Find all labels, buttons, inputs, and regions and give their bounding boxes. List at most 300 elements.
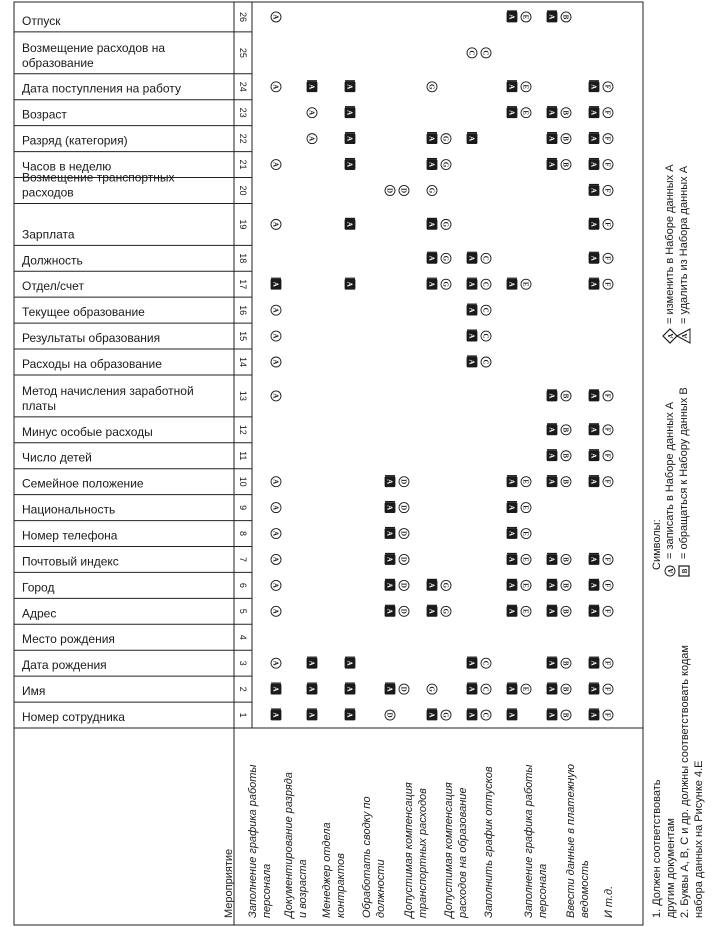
read-mark	[481, 279, 491, 289]
data-item-label: Семейное положение	[22, 476, 144, 491]
data-item-label: Число детей	[22, 450, 92, 465]
write-mark	[385, 683, 395, 694]
svg-text:F: F	[603, 222, 612, 227]
svg-text:A: A	[427, 582, 436, 588]
read-mark	[561, 477, 571, 487]
write-mark	[589, 184, 599, 195]
svg-text:G: G	[441, 712, 450, 718]
write-mark	[427, 133, 437, 144]
legend-letter: A	[667, 568, 675, 574]
read-mark	[399, 185, 409, 195]
write-mark	[427, 278, 437, 289]
write-mark	[547, 605, 557, 616]
read-mark	[481, 331, 491, 341]
svg-text:C: C	[481, 333, 490, 339]
read-mark	[561, 12, 571, 22]
data-item-number: 5	[238, 608, 248, 614]
read-mark	[271, 554, 281, 564]
read-mark	[603, 82, 613, 92]
read-mark	[603, 451, 613, 461]
svg-text:A: A	[547, 393, 556, 399]
legend-text: = изменить в Наборе данных А	[664, 164, 676, 324]
legend-text: = обращаться к Набору данных В	[678, 387, 690, 559]
legend-item	[663, 164, 677, 343]
data-item-label: Часов в неделю	[22, 159, 112, 174]
data-item-label: платы	[22, 398, 57, 413]
read-mark	[481, 658, 491, 668]
svg-text:F: F	[603, 427, 612, 432]
data-item-label: Текущее образование	[22, 305, 145, 320]
svg-text:G: G	[427, 84, 436, 90]
read-mark	[441, 279, 451, 289]
svg-text:A: A	[271, 221, 280, 227]
svg-text:A: A	[385, 556, 394, 562]
read-mark	[603, 710, 613, 720]
data-item-number: 6	[238, 582, 248, 588]
svg-text:D: D	[399, 686, 408, 692]
read-mark	[561, 451, 571, 461]
read-mark	[271, 305, 281, 315]
read-mark	[271, 658, 281, 668]
read-mark	[521, 108, 531, 118]
svg-text:E: E	[521, 608, 530, 614]
svg-text:A: A	[589, 427, 598, 433]
svg-text:A: A	[385, 531, 394, 537]
data-item-number: 20	[238, 185, 248, 196]
read-mark	[603, 391, 613, 401]
write-mark	[547, 579, 557, 590]
activity-label: ведомость	[579, 860, 591, 918]
data-item-label: Номер сотрудника	[22, 710, 125, 724]
svg-text:G: G	[441, 161, 450, 168]
data-item-label: Место рождения	[22, 632, 115, 647]
activity-label: Допустимая компенсация	[403, 782, 415, 918]
write-mark	[507, 709, 517, 720]
read-mark	[441, 606, 451, 616]
data-item-label: Возмещение расходов на	[22, 40, 166, 55]
svg-text:F: F	[603, 256, 612, 261]
svg-text:A: A	[589, 187, 598, 194]
svg-text:E: E	[521, 479, 530, 485]
svg-text:A: A	[507, 712, 516, 718]
svg-text:A: A	[589, 281, 598, 287]
activity-label: Допустимая компенсация	[443, 782, 455, 918]
write-mark	[307, 657, 317, 668]
write-mark	[547, 133, 557, 144]
activity-label: Заполнение графика работы	[523, 764, 535, 918]
read-mark	[481, 253, 491, 263]
data-item-number: 10	[238, 476, 248, 487]
write-mark	[345, 218, 355, 229]
write-mark	[547, 553, 557, 564]
read-mark	[521, 82, 531, 92]
write-mark	[271, 709, 281, 720]
svg-text:A: A	[467, 686, 476, 692]
write-mark	[467, 278, 477, 289]
svg-text:G: G	[427, 187, 436, 194]
svg-text:A: A	[547, 110, 556, 116]
read-mark	[271, 160, 281, 170]
svg-text:A: A	[307, 84, 316, 90]
read-mark	[307, 108, 317, 118]
activity-label: персонала	[261, 863, 273, 918]
write-mark	[467, 304, 477, 315]
svg-text:G: G	[441, 135, 450, 142]
svg-text:B: B	[561, 453, 570, 459]
svg-text:A: A	[507, 686, 516, 692]
svg-text:A: A	[271, 556, 280, 562]
legend-text: = записать в Наборе данных А	[664, 401, 676, 559]
svg-text:A: A	[307, 136, 316, 142]
svg-text:A: A	[427, 281, 436, 287]
svg-text:D: D	[399, 531, 408, 537]
read-mark	[441, 219, 451, 229]
svg-text:A: A	[271, 608, 280, 614]
write-mark	[589, 476, 599, 487]
write-mark	[589, 390, 599, 401]
svg-text:E: E	[521, 557, 530, 562]
data-item-number: 22	[238, 133, 248, 144]
svg-text:A: A	[589, 255, 598, 261]
write-mark	[345, 159, 355, 170]
read-mark	[385, 710, 395, 720]
data-item-label: Разряд (категория)	[22, 133, 128, 148]
read-mark	[561, 554, 571, 564]
svg-text:A: A	[467, 660, 476, 666]
svg-text:F: F	[603, 686, 612, 692]
write-mark	[589, 579, 599, 590]
svg-text:A: A	[345, 136, 354, 142]
svg-text:A: A	[271, 84, 280, 90]
svg-text:A: A	[307, 110, 316, 116]
data-item-label: Дата поступления на работу	[22, 81, 181, 96]
read-mark	[427, 82, 437, 92]
read-mark	[561, 160, 571, 170]
write-mark	[507, 528, 517, 539]
write-mark	[467, 683, 477, 694]
write-mark	[589, 709, 599, 720]
write-mark	[547, 476, 557, 487]
svg-text:F: F	[603, 393, 612, 399]
write-mark	[547, 107, 557, 118]
data-item-label: Зарплата	[22, 227, 75, 242]
svg-text:B: B	[561, 479, 570, 485]
write-mark	[467, 133, 477, 144]
legend-title: Символы:	[651, 519, 663, 570]
data-item-label: Отпуск	[22, 13, 61, 28]
svg-text:B: B	[561, 427, 570, 433]
activity-label: персонала	[537, 863, 549, 918]
svg-text:A: A	[507, 531, 516, 537]
legend	[651, 164, 690, 576]
activity-header: Мероприятие	[223, 848, 235, 918]
svg-text:A: A	[547, 556, 556, 562]
data-item-number: 17	[238, 279, 248, 290]
svg-text:A: A	[589, 608, 598, 614]
svg-text:G: G	[441, 582, 450, 589]
read-mark	[271, 82, 281, 92]
footnote: другим документам	[665, 818, 677, 918]
activity-label: и возраста	[297, 859, 309, 918]
read-mark	[603, 160, 613, 170]
svg-text:F: F	[603, 479, 612, 484]
svg-text:A: A	[345, 110, 354, 116]
data-item-rows	[22, 12, 248, 724]
svg-text:F: F	[603, 282, 612, 287]
footnote: 1. Должен соответствовать	[651, 779, 663, 918]
footnote: набора данных на Рисунке 4.Е	[693, 760, 705, 918]
activity-label: Ввести данные в платежную	[565, 764, 577, 918]
write-mark	[427, 159, 437, 170]
data-item-number: 2	[238, 686, 248, 692]
write-mark	[507, 278, 517, 289]
write-mark	[385, 605, 395, 616]
read-mark	[603, 253, 613, 263]
svg-text:A: A	[427, 255, 436, 261]
read-mark	[603, 279, 613, 289]
svg-text:A: A	[507, 84, 516, 90]
write-mark	[547, 709, 557, 720]
write-mark	[427, 579, 437, 590]
svg-text:A: A	[345, 712, 354, 718]
write-mark	[345, 278, 355, 289]
data-item-number: 13	[238, 390, 248, 401]
svg-text:C: C	[481, 686, 490, 692]
svg-text:A: A	[547, 660, 556, 666]
write-mark	[345, 81, 355, 92]
read-mark	[603, 425, 613, 435]
svg-text:F: F	[603, 661, 612, 666]
data-item-number: 21	[238, 159, 248, 170]
write-mark	[345, 709, 355, 720]
legend-text: = удалить из Набора данных А	[678, 165, 690, 324]
write-mark	[427, 709, 437, 720]
svg-text:C: C	[481, 50, 490, 56]
svg-text:A: A	[589, 136, 598, 142]
write-mark	[547, 450, 557, 461]
read-mark	[271, 357, 281, 367]
svg-text:A: A	[271, 712, 280, 718]
write-mark	[507, 683, 517, 694]
svg-text:E: E	[521, 531, 530, 536]
write-mark	[427, 605, 437, 616]
write-mark	[507, 553, 517, 564]
svg-text:B: B	[561, 393, 570, 399]
data-item-number: 3	[238, 660, 248, 666]
svg-text:A: A	[271, 660, 280, 666]
svg-text:B: B	[561, 660, 570, 666]
svg-text:A: A	[271, 686, 280, 692]
write-mark	[589, 81, 599, 92]
svg-text:G: G	[441, 608, 450, 615]
data-item-label: Почтовый индекс	[22, 554, 119, 569]
svg-text:D: D	[399, 505, 408, 511]
read-mark	[427, 185, 437, 195]
write-mark	[345, 133, 355, 144]
data-item-number: 26	[238, 11, 248, 22]
svg-text:C: C	[481, 660, 490, 666]
read-mark	[271, 580, 281, 590]
data-item-number: 16	[238, 305, 248, 316]
read-mark	[481, 48, 491, 58]
write-mark	[507, 579, 517, 590]
write-mark	[547, 683, 557, 694]
read-mark	[481, 710, 491, 720]
svg-text:A: A	[589, 393, 598, 399]
write-mark	[345, 683, 355, 694]
svg-text:A: A	[589, 479, 598, 485]
svg-text:A: A	[467, 255, 476, 261]
data-item-label: Возмещение транспортных	[22, 170, 175, 185]
svg-text:D: D	[399, 187, 408, 194]
write-mark	[345, 107, 355, 118]
read-mark	[521, 684, 531, 694]
activity-label: Обработать сводку по	[361, 796, 373, 918]
write-mark	[589, 133, 599, 144]
write-mark	[547, 159, 557, 170]
read-mark	[271, 12, 281, 22]
data-item-label: расходов	[22, 185, 74, 200]
read-mark	[271, 477, 281, 487]
read-mark	[521, 12, 531, 22]
svg-text:A: A	[467, 281, 476, 287]
svg-text:A: A	[467, 712, 476, 718]
svg-text:A: A	[547, 427, 556, 433]
data-item-label: Адрес	[22, 606, 57, 621]
svg-text:A: A	[307, 712, 316, 718]
matrix-marks	[271, 11, 613, 720]
read-mark	[521, 554, 531, 564]
legend-item	[677, 165, 690, 343]
write-mark	[271, 683, 281, 694]
svg-text:A: A	[345, 162, 354, 168]
legend-letter: B	[681, 568, 689, 574]
read-mark	[603, 108, 613, 118]
read-mark	[271, 331, 281, 341]
svg-text:B: B	[561, 686, 570, 692]
write-mark	[467, 356, 477, 367]
activity-label: Документирование разряда	[283, 772, 295, 918]
data-item-label: Национальность	[22, 502, 116, 517]
read-mark	[561, 134, 571, 144]
data-item-number: 25	[238, 47, 248, 58]
legend-item	[664, 401, 676, 576]
svg-text:A: A	[507, 281, 516, 287]
write-mark	[307, 683, 317, 694]
svg-text:A: A	[507, 14, 516, 20]
svg-text:F: F	[603, 453, 612, 458]
svg-text:A: A	[385, 505, 394, 511]
svg-text:A: A	[271, 531, 280, 537]
svg-text:A: A	[271, 505, 280, 511]
read-mark	[271, 219, 281, 229]
read-mark	[481, 305, 491, 315]
svg-text:A: A	[271, 307, 280, 313]
svg-text:F: F	[603, 136, 612, 141]
read-mark	[399, 606, 409, 616]
svg-text:G: G	[427, 686, 436, 692]
svg-text:G: G	[441, 281, 450, 287]
svg-text:A: A	[271, 162, 280, 168]
write-mark	[507, 605, 517, 616]
svg-text:A: A	[385, 582, 394, 588]
svg-text:A: A	[427, 221, 436, 227]
svg-text:C: C	[481, 255, 490, 261]
write-mark	[547, 390, 557, 401]
svg-text:C: C	[481, 281, 490, 287]
data-item-label: образование	[22, 55, 94, 70]
data-item-number: 19	[238, 219, 248, 230]
svg-text:A: A	[589, 110, 598, 116]
read-mark	[603, 554, 613, 564]
write-mark	[507, 476, 517, 487]
read-mark	[481, 357, 491, 367]
read-mark	[603, 134, 613, 144]
svg-text:A: A	[307, 660, 316, 666]
svg-text:A: A	[427, 162, 436, 168]
activity-label: расходов на образование	[457, 787, 469, 918]
read-mark	[467, 48, 477, 58]
write-mark	[385, 553, 395, 564]
read-mark	[603, 477, 613, 487]
read-mark	[271, 391, 281, 401]
data-item-number: 23	[238, 107, 248, 118]
read-mark	[603, 580, 613, 590]
read-mark	[441, 710, 451, 720]
data-item-number: 1	[238, 712, 248, 718]
svg-text:B: B	[561, 557, 570, 562]
svg-text:A: A	[271, 479, 280, 485]
svg-text:A: A	[385, 608, 394, 614]
data-item-number: 11	[238, 451, 248, 461]
svg-text:A: A	[307, 686, 316, 692]
read-mark	[561, 580, 571, 590]
read-mark	[271, 606, 281, 616]
svg-text:A: A	[345, 84, 354, 90]
read-mark	[271, 503, 281, 513]
write-mark	[589, 218, 599, 229]
svg-text:A: A	[547, 453, 556, 459]
read-mark	[521, 477, 531, 487]
read-mark	[561, 425, 571, 435]
svg-text:D: D	[399, 479, 408, 485]
svg-text:A: A	[271, 281, 280, 287]
read-mark	[307, 134, 317, 144]
svg-text:E: E	[521, 281, 530, 287]
svg-text:B: B	[561, 14, 570, 20]
read-mark	[561, 658, 571, 668]
svg-text:F: F	[603, 188, 612, 193]
svg-text:A: A	[385, 686, 394, 692]
activity-label: И т.д.	[603, 885, 615, 918]
svg-text:A: A	[427, 608, 436, 614]
data-item-label: Минус особые расходы	[22, 424, 153, 439]
svg-text:A: A	[547, 686, 556, 692]
write-mark	[547, 424, 557, 435]
svg-text:A: A	[467, 307, 476, 313]
activity-label: транспортных расходов	[417, 788, 429, 918]
write-mark	[507, 107, 517, 118]
read-mark	[441, 253, 451, 263]
svg-text:A: A	[547, 608, 556, 614]
read-mark	[399, 529, 409, 539]
read-mark	[399, 580, 409, 590]
data-item-label: Должность	[22, 253, 83, 268]
svg-text:E: E	[521, 583, 530, 588]
write-mark	[589, 107, 599, 118]
svg-text:A: A	[345, 660, 354, 666]
activity-label: контрактов	[335, 853, 347, 918]
